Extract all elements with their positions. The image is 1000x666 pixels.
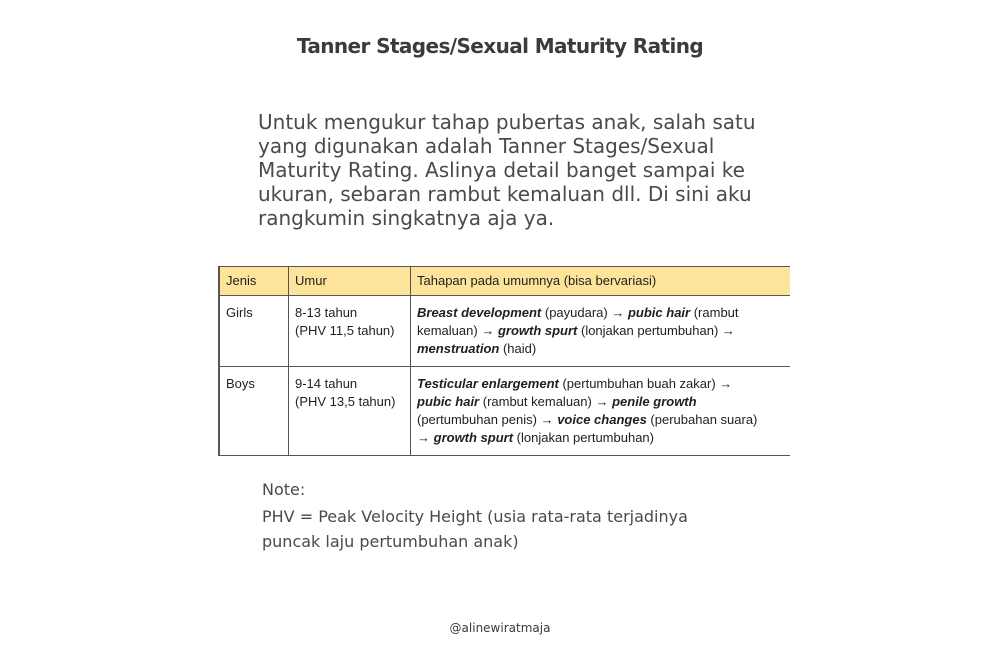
arrow-icon: →: [611, 305, 625, 320]
header-jenis: Jenis: [219, 267, 289, 296]
arrow-icon: →: [540, 412, 554, 427]
stage-term: growth spurt: [497, 323, 578, 338]
intro-paragraph: Untuk mengukur tahap pubertas anak, salah satu yang digunakan adalah Tanner Stages/Sexual Maturity Rating. Aslinya detail banget sampai ke ukuran, sebaran rambut kemaluan dll. Di sini aku rangkumin singkatnya aja ya.: [258, 110, 756, 230]
table-row: [219, 296, 790, 367]
header-umur: Umur: [289, 267, 411, 296]
page-title: Tanner Stages/Sexual Maturity Rating: [296, 34, 704, 58]
stage-term: pubic hair: [417, 394, 480, 409]
table-header-row: [219, 267, 790, 296]
stage-term: penile growth: [612, 394, 697, 409]
stage-desc: (lonjakan pertumbuhan): [513, 430, 654, 445]
stage-term: Breast development: [417, 305, 542, 320]
arrow-icon: →: [595, 394, 609, 409]
stage-desc: (lonjakan pertumbuhan): [577, 323, 722, 338]
umur-phv: (PHV 13,5 tahun): [295, 394, 396, 409]
cell-jenis: Girls: [219, 296, 289, 367]
tanner-table: [218, 266, 790, 456]
cell-umur: [289, 367, 411, 456]
umur-range: 8-13 tahun: [295, 305, 358, 320]
stage-desc: (payudara): [541, 305, 612, 320]
cell-umur: [289, 296, 411, 367]
stage-desc: (rambut kemaluan): [417, 305, 739, 338]
stage-term: Testicular enlargement: [417, 376, 559, 391]
stage-desc: (rambut kemaluan): [479, 394, 596, 409]
arrow-icon: →: [417, 430, 430, 445]
cell-tahapan: [411, 367, 791, 456]
umur-phv: (PHV 11,5 tahun): [295, 323, 395, 338]
stage-desc: (perubahan suara): [646, 412, 758, 427]
umur-range: 9-14 tahun: [295, 376, 358, 391]
stage-desc: (haid): [499, 341, 537, 356]
stage-term: pubic hair: [627, 305, 691, 320]
stage-desc: (pertumbuhan buah zakar): [558, 376, 720, 391]
author-credit: @alinewiratmaja: [449, 621, 551, 635]
note-heading: Note:: [262, 480, 306, 499]
note-text: PHV = Peak Velocity Height (usia rata-rata terjadinya puncak laju pertumbuhan anak): [262, 507, 688, 551]
header-tahapan: Tahapan pada umumnya (bisa bervariasi): [411, 267, 791, 296]
stage-desc: (pertumbuhan penis): [417, 412, 541, 427]
table-row: [219, 367, 790, 456]
cell-jenis: Boys: [219, 367, 289, 456]
stage-term: menstruation: [417, 341, 500, 356]
arrow-icon: →: [481, 323, 495, 338]
stage-term: voice changes: [557, 412, 647, 427]
stage-term: growth spurt: [433, 430, 514, 445]
arrow-icon: →: [721, 323, 735, 338]
arrow-icon: →: [719, 376, 733, 391]
cell-tahapan: [411, 296, 791, 367]
